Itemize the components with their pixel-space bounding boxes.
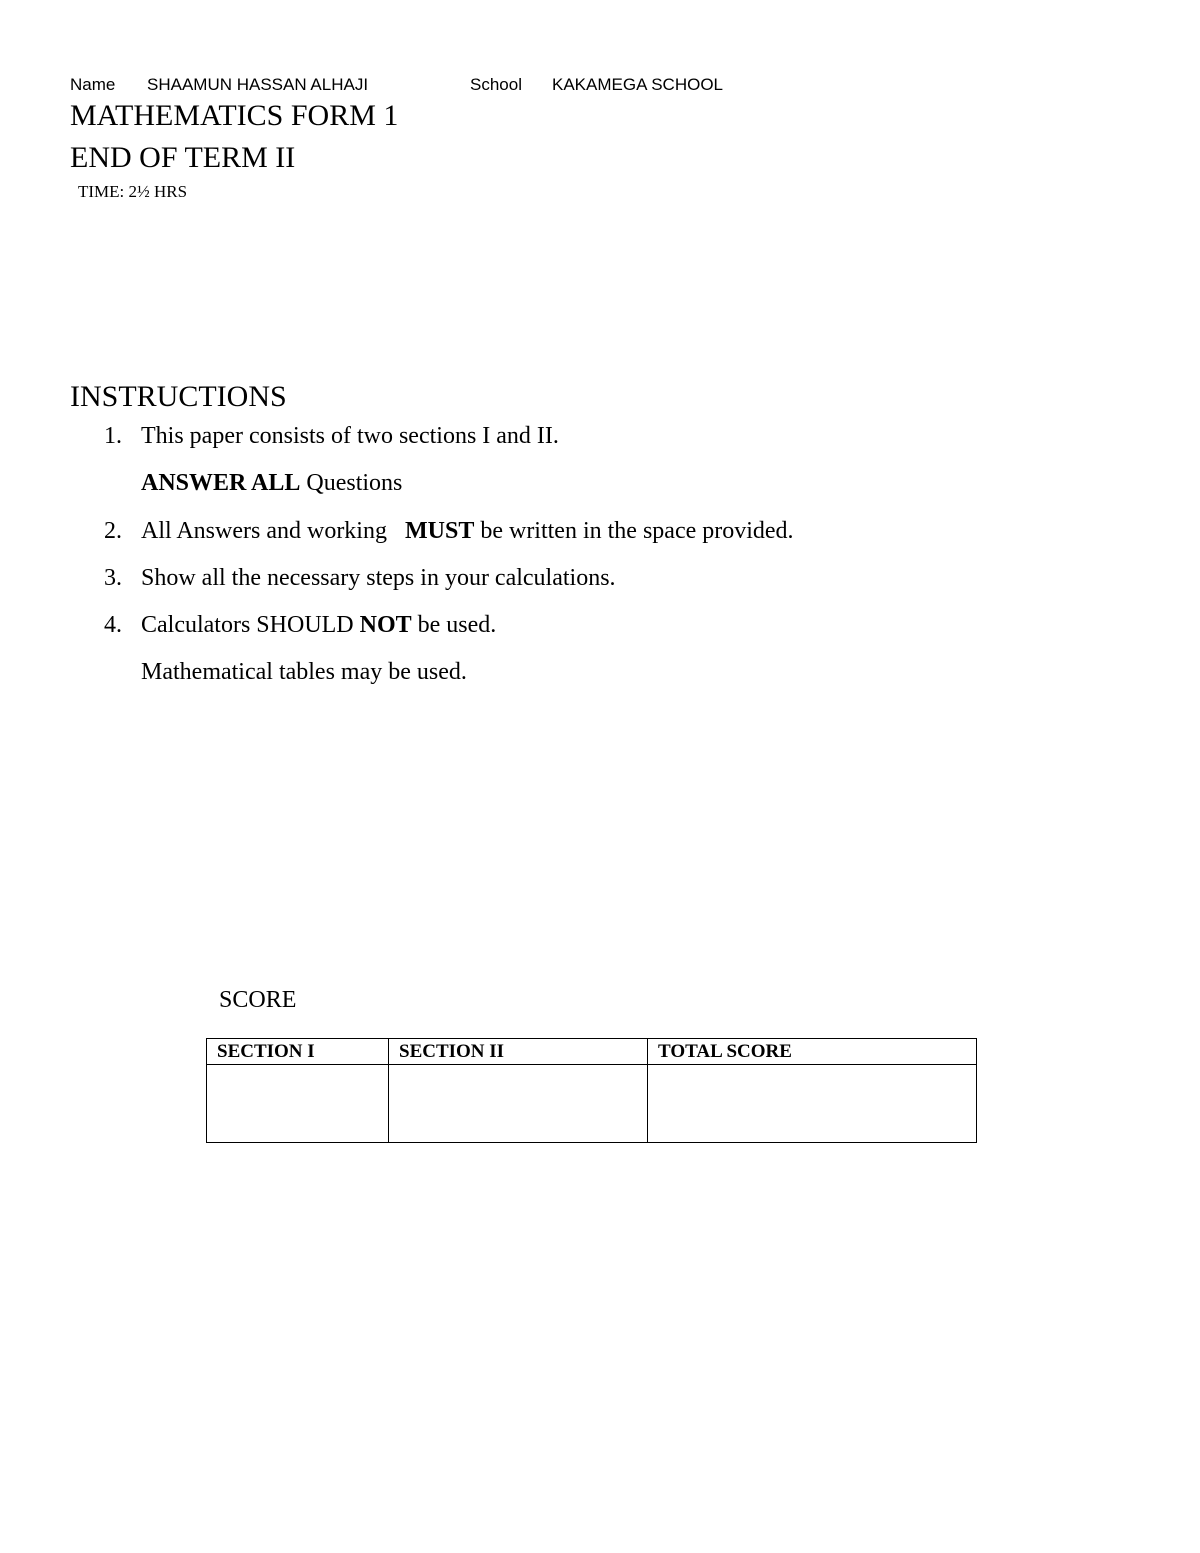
instructions-heading: INSTRUCTIONS: [70, 380, 287, 413]
name-label: Name: [70, 75, 116, 94]
score-cell-total[interactable]: [648, 1065, 977, 1143]
instruction-subtext: [141, 470, 402, 497]
instruction-number: 4.: [104, 612, 122, 638]
score-table: [206, 1038, 977, 1143]
instruction-text-after: be used.: [411, 612, 497, 638]
instruction-text: [141, 518, 794, 545]
instruction-subtext: Mathematical tables may be used.: [141, 659, 467, 685]
instruction-emphasis: ANSWER ALL: [141, 470, 301, 496]
instruction-number: 2.: [104, 518, 122, 544]
instruction-subtext-rest: Questions: [300, 470, 403, 496]
score-table-header-row: [207, 1039, 977, 1065]
instruction-emphasis: MUST: [404, 518, 475, 544]
instruction-number: 1.: [104, 423, 122, 449]
score-column-section-2: SECTION II: [389, 1039, 648, 1065]
score-column-total: TOTAL SCORE: [648, 1039, 977, 1065]
exam-time: TIME: 2½ HRS: [78, 182, 188, 201]
school-label: School: [470, 75, 522, 94]
score-cell-section-1[interactable]: [207, 1065, 389, 1143]
score-column-section-1: SECTION I: [207, 1039, 389, 1065]
score-table-row: [207, 1065, 977, 1143]
score-cell-section-2[interactable]: [389, 1065, 648, 1143]
instruction-text-after: be written in the space provided.: [474, 518, 794, 544]
instruction-text: [141, 612, 496, 639]
instruction-emphasis: NOT: [359, 612, 412, 638]
school-value: KAKAMEGA SCHOOL: [552, 75, 723, 94]
instruction-text: This paper consists of two sections I and II.: [141, 423, 559, 449]
exam-term: END OF TERM II: [70, 141, 296, 174]
instruction-text: Show all the necessary steps in your calculations.: [141, 565, 616, 591]
name-value: SHAAMUN HASSAN ALHAJI: [147, 75, 369, 94]
instruction-number: 3.: [104, 565, 122, 591]
exam-title: MATHEMATICS FORM 1: [70, 99, 399, 132]
instruction-text-before: Calculators SHOULD: [141, 612, 360, 638]
score-heading: SCORE: [219, 987, 297, 1013]
instruction-text-before: All Answers and working: [141, 518, 405, 544]
